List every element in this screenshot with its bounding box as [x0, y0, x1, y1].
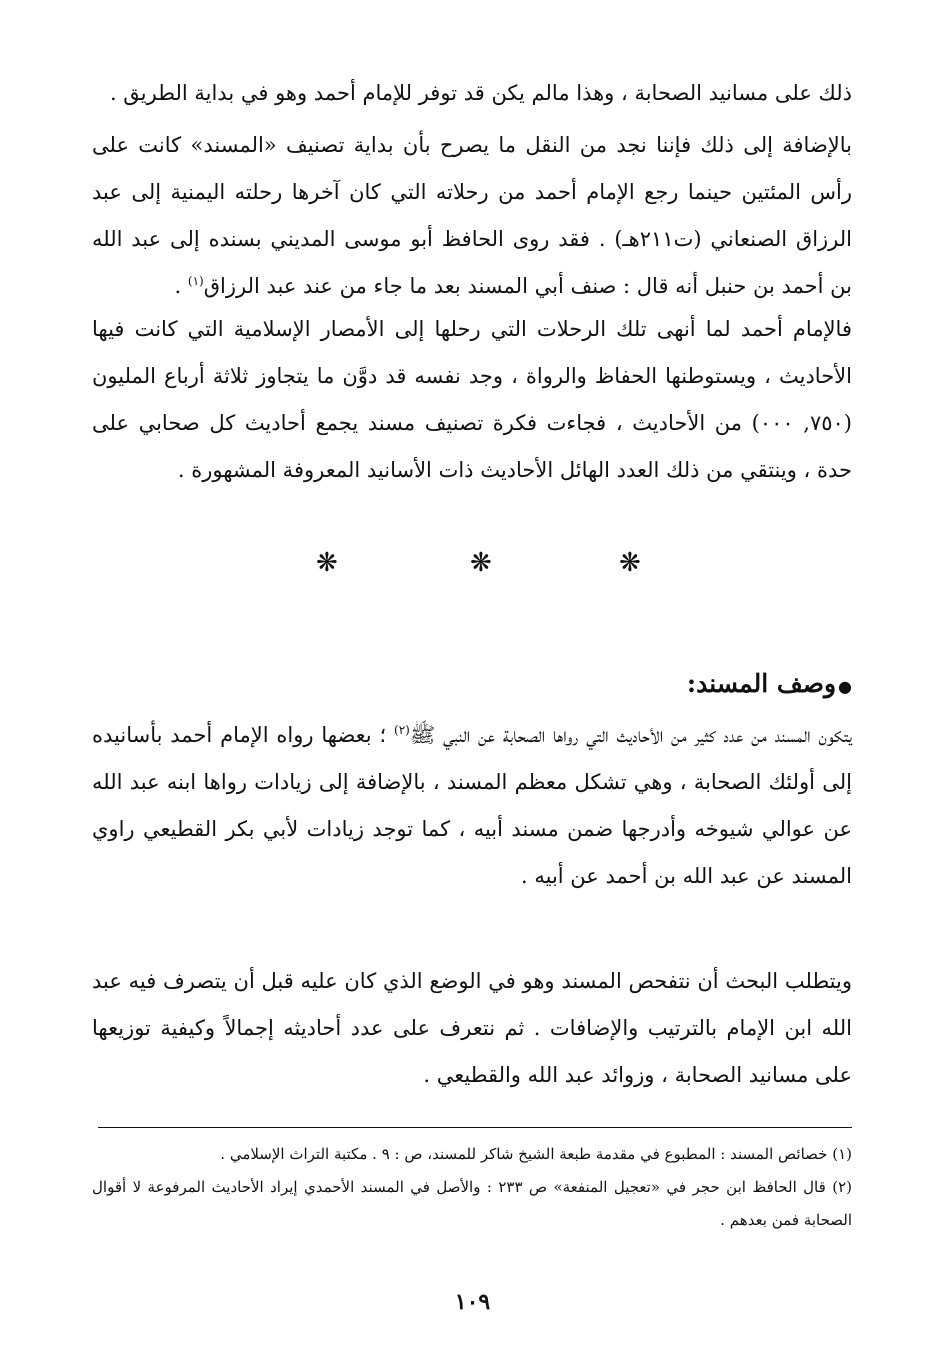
- paragraph-3-text: فالإمام أحمد لما أنهى تلك الرحلات التي رحلها إلى الأمصار الإسلامية التي كانت فيها الأحاديث ، ويستوطنها الحفاظ والرواة ، وجد نفسه قد دوَّن ما يتجاوز ثلاثة أرباع المليون (٧٥٠, ٠٠٠) من الأحاديث ، فجاءت فكرة تصنيف مسند يجمع أحاديث كل صحابي على حدة ، وينتقي من ذلك العدد الهائل الأحاديث ذات الأسانيد المعروفة المشهورة .: [92, 317, 852, 482]
- paragraph-5-text: ويتطلب البحث أن نتفحص المسند وهو في الوضع الذي كان عليه قبل أن يتصرف فيه عبد الله ابن الإمام بالترتيب والإضافات . ثم نتعرف على عدد أحاديثه إجمالاً وكيفية توزيعها على مسانيد الصحابة ، وزوائد عبد الله والقطيعي .: [92, 969, 852, 1087]
- footnote-ref-2[interactable]: (٢): [394, 723, 410, 737]
- paragraph-continuation: [92, 70, 852, 117]
- footnote-ref-1[interactable]: (١): [187, 274, 204, 288]
- bullet-icon: ●: [838, 677, 852, 696]
- page-number: ١٠٩: [454, 1289, 491, 1315]
- paragraph-4-rest: ؛ بعضها رواه الإمام أحمد بأسانيده إلى أولئك الصحابة ، وهي تشكل معظم المسند ، بالإضافة إلى زيادات رواها ابنه عبد الله عن عوالي شيوخه وأدرجها ضمن مسند أبيه ، كما توجد زيادات لأبي بكر القطيعي راوي المسند عن عبد الله بن أحمد عن أبيه .: [92, 723, 852, 888]
- paragraph-4: [92, 712, 852, 900]
- paragraph-1-text: ذلك على مسانيد الصحابة ، وهذا مالم يكن قد توفر للإمام أحمد وهو في بداية الطريق .: [109, 81, 852, 105]
- paragraph-2: [92, 122, 852, 310]
- section-separator: [0, 543, 945, 583]
- footnote-2: (٢) قال الحافظ ابن حجر في «تعجيل المنفعة» ص ٢٣٣ : والأصل في المسند الأحمدي إيراد الأحاديث المرفوعة لا أقوال الصحابة فمن بعدهم .: [92, 1178, 852, 1229]
- asterism-star-icon: ❋: [619, 548, 641, 578]
- footnote-divider: [98, 1127, 852, 1128]
- paragraph-4-start: يتكون المسند من عدد كثير من الأحاديث التي رواها الصحابة عن النبي ﷺ: [409, 723, 853, 747]
- paragraph-2-end: .: [174, 274, 188, 298]
- paragraph-musnad-start: [92, 122, 852, 310]
- paragraph-travels: [92, 306, 852, 494]
- paragraph-2-text: بالإضافة إلى ذلك فإننا نجد من النقل ما يصرح بأن بداية تصنيف «المسند» كانت على رأس المئتين حينما رجع الإمام أحمد من رحلاته التي كان آخرها رحلته اليمنية إلى عبد الرزاق الصنعاني (ت٢١١هـ) . فقد روى الحافظ أبو موسى المديني بسنده إلى عبد الله بن أحمد بن حنبل أنه قال : صنف أبي المسند بعد ما جاء من عند عبد الرزاق: [92, 133, 853, 298]
- asterism-star-icon: ❋: [316, 548, 338, 578]
- paragraph-research: [92, 958, 852, 1099]
- footnotes: [92, 1138, 852, 1237]
- section-heading-text: وصف المسند:: [686, 669, 837, 698]
- paragraph-description: [92, 712, 852, 900]
- section-heading: [687, 664, 852, 707]
- footnote-1: (١) خصائص المسند : المطبوع في مقدمة طبعة الشيخ شاكر للمسند، ص : ٩ . مكتبة التراث الإسلامي .: [220, 1145, 852, 1163]
- asterism-star-icon: ❋: [470, 548, 492, 578]
